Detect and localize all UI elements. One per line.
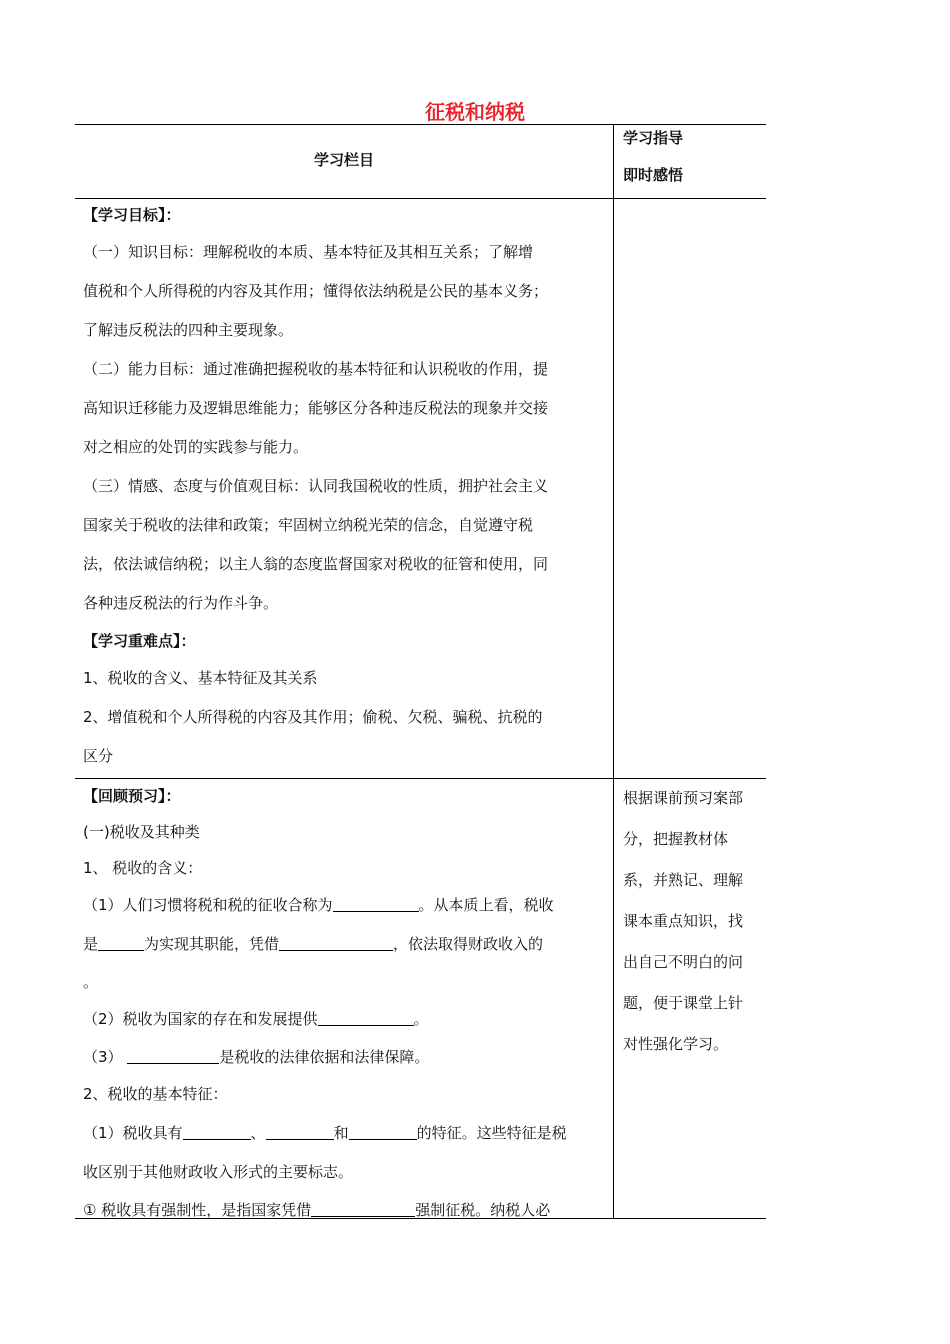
fill-blank[interactable]	[266, 1121, 334, 1140]
review-line: ① 税收具有强制性，是指国家凭借 强制征税。纳税人必	[83, 1192, 605, 1228]
guide-line: 根据课前预习案部	[623, 789, 744, 807]
keypoints-heading: 【学习重难点】：	[83, 632, 196, 650]
goal-line: （二）能力目标：通过准确把握税收的基本特征和认识税收的作用，提	[83, 360, 549, 378]
review-heading: 【回顾预习】：	[83, 787, 181, 805]
goal-line: 高知识迁移能力及逻辑思维能力；能够区分各种违反税法的现象并交接	[83, 399, 549, 417]
guide-line: 出自己不明白的问	[623, 953, 744, 971]
column-divider	[613, 124, 614, 1219]
review-line: （1）税收具有 、 和 的特征。这些特征是税	[83, 1114, 605, 1153]
header-guide-column	[623, 124, 683, 198]
review-line: 收区别于其他财政收入形式的主要标志。	[83, 1163, 354, 1181]
goal-line: 对之相应的处罚的实践参与能力。	[83, 438, 309, 456]
study-guide-note	[623, 778, 763, 1065]
review-line: （3） 是税收的法律依据和法律保障。	[83, 1039, 605, 1075]
fill-blank[interactable]	[333, 893, 419, 912]
keypoint-line: 2、增值税和个人所得税的内容及其作用；偷税、欠税、骗税、抗税的	[83, 708, 543, 726]
header-study-column: 学习栏目	[313, 151, 374, 169]
review-section	[83, 778, 605, 1228]
goal-line: 值税和个人所得税的内容及其作用；懂得依法纳税是公民的基本义务；	[83, 282, 549, 300]
fill-blank[interactable]	[127, 1045, 219, 1064]
fill-blank[interactable]	[311, 1198, 415, 1217]
guide-line: 题，便于课堂上针	[623, 994, 744, 1012]
fill-blank[interactable]	[279, 932, 393, 951]
fill-blank[interactable]	[349, 1121, 417, 1140]
goal-line: （三）情感、态度与价值观目标：认同我国税收的性质，拥护社会主义	[83, 477, 549, 495]
guide-line: 对性强化学习。	[623, 1035, 729, 1053]
review-line: 是 为实现其职能，凭借 ，依法取得财政收入的	[83, 925, 605, 964]
review-line: 。	[83, 973, 99, 991]
goal-line: 各种违反税法的行为作斗争。	[83, 594, 279, 612]
page-title: 征税和纳税	[425, 100, 525, 124]
goal-line: 国家关于税收的法律和政策；牢固树立纳税光荣的信念，自觉遵守税	[83, 516, 534, 534]
fill-blank[interactable]	[98, 932, 144, 951]
header-guide-label: 学习指导	[623, 129, 684, 147]
review-line: 2、税收的基本特征：	[83, 1085, 228, 1103]
goal-line: 了解违反税法的四种主要现象。	[83, 321, 294, 339]
fill-blank[interactable]	[318, 1007, 414, 1026]
goal-line: 法，依法诚信纳税；以主人翁的态度监督国家对税收的征管和使用，同	[83, 555, 549, 573]
header-reflection-label: 即时感悟	[623, 166, 684, 184]
keypoint-line: 区分	[83, 747, 114, 765]
review-line: （1）人们习惯将税和税的征收合称为 。从本质上看，税收	[83, 886, 605, 925]
review-line: （2）税收为国家的存在和发展提供 。	[83, 1000, 605, 1039]
guide-line: 系，并熟记、理解	[623, 871, 744, 889]
review-line: 1、 税收的含义：	[83, 859, 203, 877]
goals-section	[83, 197, 605, 776]
guide-line: 分，把握教材体	[623, 830, 729, 848]
guide-line: 课本重点知识，找	[623, 912, 744, 930]
goals-heading: 【学习目标】：	[83, 206, 181, 224]
keypoint-line: 1、税收的含义、基本特征及其关系	[83, 669, 318, 687]
review-line: (一)税收及其种类	[83, 823, 200, 841]
fill-blank[interactable]	[183, 1121, 251, 1140]
goal-line: （一）知识目标：理解税收的本质、基本特征及其相互关系；了解增	[83, 243, 534, 261]
